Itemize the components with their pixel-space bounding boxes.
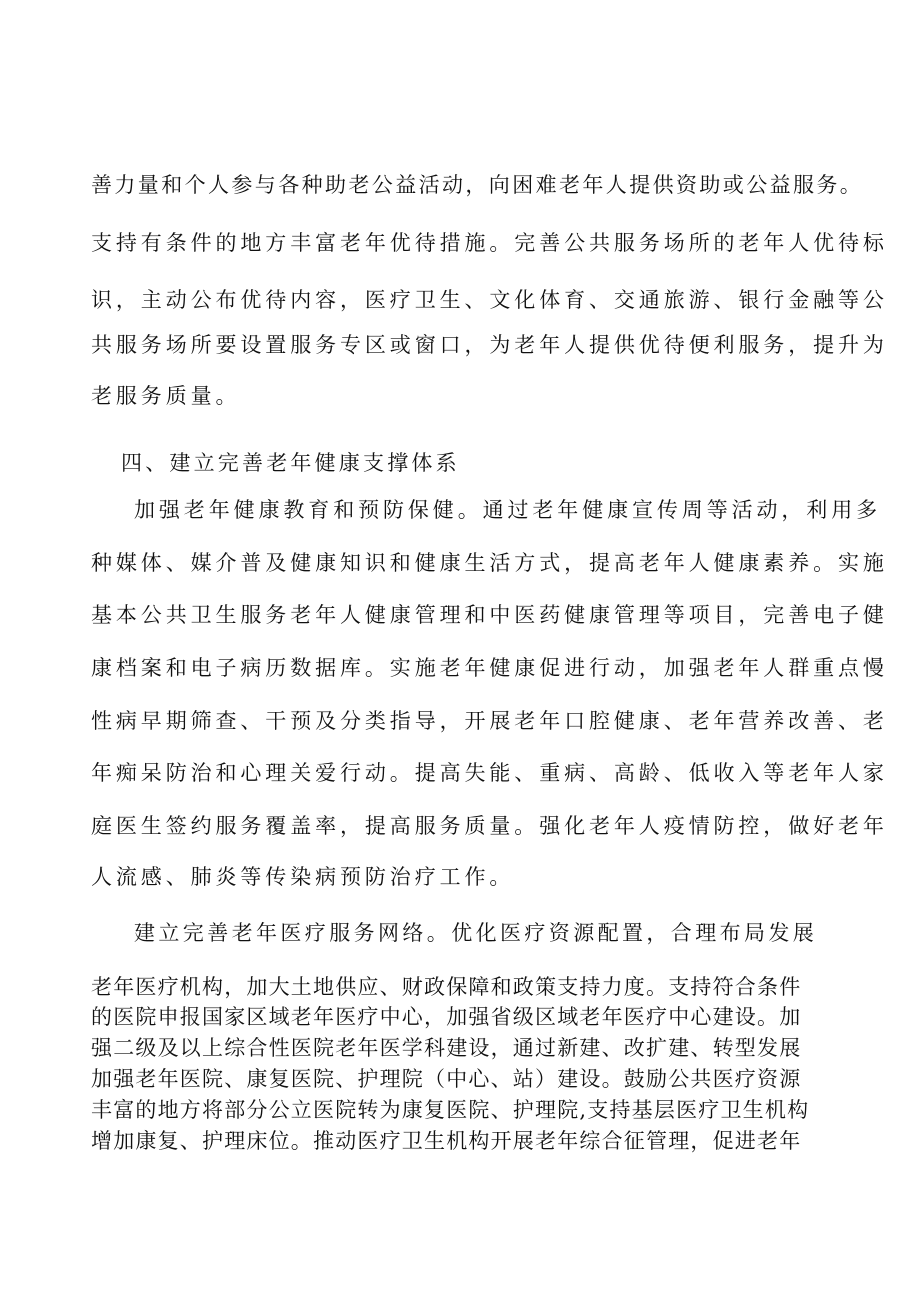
- text-line: 庭医生签约服务覆盖率，提高服务质量。强化老年人疫情防控，做好老年: [91, 814, 888, 838]
- text-line: 种媒体、媒介普及健康知识和健康生活方式，提高老年人健康素养。实施: [91, 551, 888, 575]
- text-line: 强二级及以上综合性医院老年医学科建设，通过新建、改扩建、转型发展: [91, 1036, 802, 1060]
- text-line: 年痴呆防治和心理关爱行动。提高失能、重病、高龄、低收入等老年人家: [91, 761, 888, 785]
- text-line: 性病早期筛查、干预及分类指导，开展老年口腔健康、老年营养改善、老: [91, 709, 888, 733]
- text-line: 共服务场所要设置服务专区或窗口，为老年人提供优待便利服务，提升为: [91, 333, 888, 357]
- text-line: 善力量和个人参与各种助老公益活动，向困难老年人提供资助或公益服务。: [91, 173, 864, 197]
- paragraph-network-lead: 建立完善老年医疗服务网络。优化医疗资源配置，合理布局发展: [134, 921, 818, 945]
- text-line: 识，主动公布优待内容，医疗卫生、文化体育、交通旅游、银行金融等公: [91, 288, 888, 312]
- text-line: 老服务质量。: [91, 384, 241, 408]
- text-line: 增加康复、护理床位。推动医疗卫生机构开展老年综合征管理，促进老年: [91, 1129, 802, 1153]
- text-line: 人流感、肺炎等传染病预防治疗工作。: [91, 865, 515, 889]
- text-line: 康档案和电子病历数据库。实施老年健康促进行动，加强老年人群重点慢: [91, 656, 888, 680]
- text-line: 老年医疗机构，加大土地供应、财政保障和政策支持力度。支持符合条件: [91, 975, 802, 999]
- text-line: 支持有条件的地方丰富老年优待措施。完善公共服务场所的老年人优待标: [91, 231, 888, 255]
- text-line: 的医院申报国家区域老年医疗中心，加强省级区域老年医疗中心建设。加: [91, 1005, 802, 1029]
- section-heading: 四、建立完善老年健康支撑体系: [121, 451, 460, 475]
- text-line: 加强老年健康教育和预防保健。通过老年健康宣传周等活动，利用多: [134, 498, 881, 522]
- text-line: 基本公共卫生服务老年人健康管理和中医药健康管理等项目，完善电子健: [91, 603, 888, 627]
- text-line: 丰富的地方将部分公立医院转为康复医院、护理院,支持基层医疗卫生机构: [91, 1098, 810, 1122]
- text-line: 加强老年医院、康复医院、护理院（中心、站）建设。鼓励公共医疗资源: [91, 1067, 802, 1091]
